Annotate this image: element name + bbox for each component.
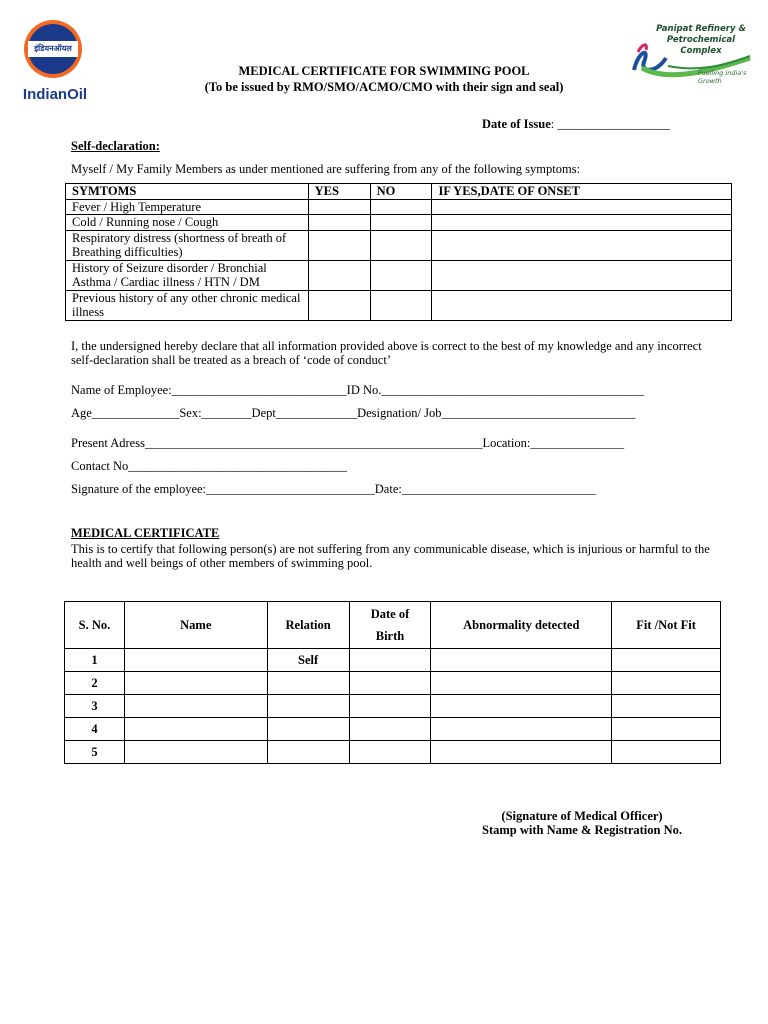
col-no: NO xyxy=(370,184,432,200)
table-row xyxy=(66,230,732,260)
col-symptoms: SYMTOMS xyxy=(66,184,309,200)
symptom-text: illness xyxy=(72,305,104,319)
declaration-line-2: self-declaration shall be treated as a breach of ‘code of conduct’ xyxy=(71,353,391,367)
abnormality-cell[interactable] xyxy=(431,649,612,672)
fit-cell[interactable] xyxy=(612,741,721,764)
fit-cell[interactable] xyxy=(612,672,721,695)
col-dob-line-2: Birth xyxy=(375,629,405,643)
medical-header-row xyxy=(65,602,721,649)
col-date-of-birth xyxy=(349,602,431,649)
symptoms-header-row xyxy=(66,184,732,200)
dob-cell[interactable] xyxy=(349,741,431,764)
table-row xyxy=(66,260,732,290)
dob-cell[interactable] xyxy=(349,672,431,695)
page-subtitle: (To be issued by RMO/SMO/ACMO/CMO with their sign and seal) xyxy=(204,80,564,94)
employee-age-sex-dept-field[interactable]: Age______________Sex:________Dept_____________Designation/ Job_______________________________ xyxy=(71,406,636,420)
symptom-text: Asthma / Cardiac illness / HTN / DM xyxy=(72,275,260,289)
col-dob-line-1: Date of xyxy=(370,607,410,621)
medical-certificate-text-2: health and well beings of other members of swimming pool. xyxy=(71,556,373,570)
symptom-text: History of Seizure disorder / Bronchial xyxy=(72,260,267,275)
symptom-text: Previous history of any other chronic medical xyxy=(72,290,301,305)
medical-officer-signature-label: (Signature of Medical Officer) xyxy=(501,809,663,823)
col-date-of-onset: IF YES,DATE OF ONSET xyxy=(432,184,732,200)
sno-cell: 5 xyxy=(65,741,125,764)
name-cell[interactable] xyxy=(124,741,267,764)
sno-cell: 2 xyxy=(65,672,125,695)
name-cell[interactable] xyxy=(124,672,267,695)
symptom-cell xyxy=(66,215,309,231)
refinery-name: Panipat Refinery & Petrochemical Complex xyxy=(656,24,746,56)
fit-cell[interactable] xyxy=(612,695,721,718)
no-cell[interactable] xyxy=(370,199,432,215)
symptom-text: Respiratory distress (shortness of breath of xyxy=(72,230,287,245)
onset-cell[interactable] xyxy=(432,230,732,260)
dob-cell[interactable] xyxy=(349,695,431,718)
relation-cell[interactable] xyxy=(267,695,349,718)
no-cell[interactable] xyxy=(370,290,432,320)
abnormality-cell[interactable] xyxy=(431,741,612,764)
medical-certificate-heading: MEDICAL CERTIFICATE xyxy=(71,526,220,540)
yes-cell[interactable] xyxy=(308,260,370,290)
indianoil-hindi-text: इंडियनऑयल xyxy=(28,41,78,57)
col-yes: YES xyxy=(308,184,370,200)
table-row xyxy=(66,215,732,231)
yes-cell[interactable] xyxy=(308,230,370,260)
refinery-tagline: Fuelling India's Growth xyxy=(698,69,747,85)
onset-cell[interactable] xyxy=(432,260,732,290)
col-name: Name xyxy=(124,602,267,649)
yes-cell[interactable] xyxy=(308,199,370,215)
date-of-issue-field[interactable]: : __________________ xyxy=(550,117,670,131)
sno-cell: 1 xyxy=(65,649,125,672)
name-cell[interactable] xyxy=(124,695,267,718)
sno-cell: 4 xyxy=(65,718,125,741)
symptoms-table xyxy=(65,183,732,321)
abnormality-cell[interactable] xyxy=(431,672,612,695)
declaration-line-1: I, the undersigned hereby declare that all information provided above is correct to the best of my knowledge and any incorrect xyxy=(71,339,702,353)
table-row xyxy=(65,695,721,718)
abnormality-cell[interactable] xyxy=(431,718,612,741)
onset-cell[interactable] xyxy=(432,199,732,215)
medical-certificate-text-1: This is to certify that following person(s) are not suffering from any communicable disease, which is injurious or harmful to the xyxy=(71,542,710,556)
yes-cell[interactable] xyxy=(308,215,370,231)
employee-name-id-field[interactable]: Name of Employee:____________________________ID No.__________________________________________ xyxy=(71,383,644,397)
date-of-issue-label: Date of Issue xyxy=(482,117,551,131)
yes-cell[interactable] xyxy=(308,290,370,320)
table-row xyxy=(65,741,721,764)
symptom-cell xyxy=(66,230,309,260)
dob-cell[interactable] xyxy=(349,649,431,672)
col-fit: Fit /Not Fit xyxy=(612,602,721,649)
fit-cell[interactable] xyxy=(612,718,721,741)
page-title: MEDICAL CERTIFICATE FOR SWIMMING POOL xyxy=(238,64,530,78)
indianoil-name: IndianOil xyxy=(22,86,88,103)
employee-address-field[interactable]: Present Adress______________________________________________________Location:_______________ xyxy=(71,436,625,450)
symptom-cell xyxy=(66,290,309,320)
no-cell[interactable] xyxy=(370,260,432,290)
relation-cell[interactable]: Self xyxy=(267,649,349,672)
onset-cell[interactable] xyxy=(432,290,732,320)
relation-cell[interactable] xyxy=(267,672,349,695)
table-row xyxy=(65,672,721,695)
col-sno: S. No. xyxy=(65,602,125,649)
no-cell[interactable] xyxy=(370,230,432,260)
medical-certificate-table xyxy=(64,601,721,764)
col-abnormality: Abnormality detected xyxy=(431,602,612,649)
table-row xyxy=(65,649,721,672)
self-declaration-intro: Myself / My Family Members as under mentioned are suffering from any of the following symptoms: xyxy=(71,162,581,176)
no-cell[interactable] xyxy=(370,215,432,231)
table-row xyxy=(66,199,732,215)
employee-signature-field[interactable]: Signature of the employee:___________________________Date:_______________________________ xyxy=(71,482,596,496)
symptom-text: Fever / High Temperature xyxy=(72,199,202,214)
dob-cell[interactable] xyxy=(349,718,431,741)
abnormality-cell[interactable] xyxy=(431,695,612,718)
self-declaration-heading: Self-declaration: xyxy=(71,139,160,153)
relation-cell[interactable] xyxy=(267,718,349,741)
employee-contact-field[interactable]: Contact No___________________________________ xyxy=(71,459,348,473)
sno-cell: 3 xyxy=(65,695,125,718)
name-cell[interactable] xyxy=(124,718,267,741)
col-relation: Relation xyxy=(267,602,349,649)
onset-cell[interactable] xyxy=(432,215,732,231)
symptom-text: Cold / Running nose / Cough xyxy=(72,215,219,229)
symptom-cell xyxy=(66,260,309,290)
table-row xyxy=(66,290,732,320)
name-cell[interactable] xyxy=(124,649,267,672)
relation-cell[interactable] xyxy=(267,741,349,764)
symptom-cell xyxy=(66,199,309,215)
symptom-text: Breathing difficulties) xyxy=(72,245,183,259)
date-of-issue xyxy=(482,117,670,132)
stamp-registration-label: Stamp with Name & Registration No. xyxy=(482,823,682,837)
fit-cell[interactable] xyxy=(612,649,721,672)
table-row xyxy=(65,718,721,741)
